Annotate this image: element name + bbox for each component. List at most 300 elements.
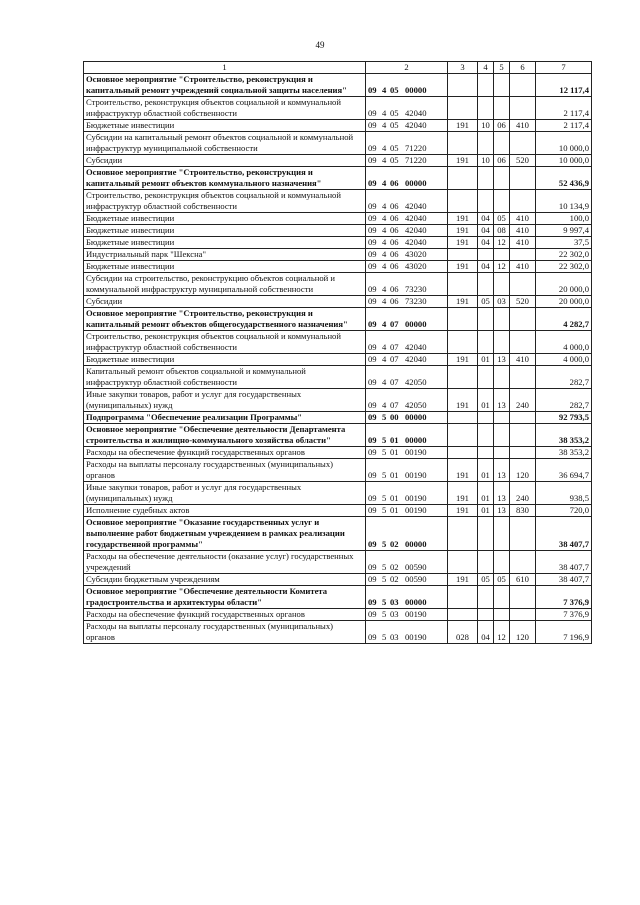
expense-type-cell xyxy=(510,447,536,459)
program-code-part: 73230 xyxy=(405,296,427,306)
table-body xyxy=(84,62,592,644)
subsection-code-cell xyxy=(494,308,510,331)
ministry-code-cell xyxy=(448,132,478,155)
section-code-cell: 05 xyxy=(478,574,494,586)
amount-cell: 7 376,9 xyxy=(536,586,592,609)
amount-cell: 2 117,4 xyxy=(536,97,592,120)
subsection-code-cell xyxy=(494,609,510,621)
table-row xyxy=(84,308,592,331)
program-code-part: 4 xyxy=(382,225,387,235)
program-code-part: 5 xyxy=(382,574,387,584)
item-name-cell: Основное мероприятие "Обеспечение деятельности Комитета градостроительства и архитектуры области" xyxy=(84,586,366,609)
subsection-code-cell xyxy=(494,517,510,551)
subsection-code-cell xyxy=(494,551,510,574)
item-name-cell: Бюджетные инвестиции xyxy=(84,120,366,132)
program-code-part: 42050 xyxy=(405,400,427,410)
table-row xyxy=(84,574,592,586)
program-code-part: 09 xyxy=(368,178,377,188)
item-name-cell: Основное мероприятие "Оказание государственных услуг и выполнение работ бюджетным учреждением в рамках реализации государственной программы" xyxy=(84,517,366,551)
amount-cell: 7 196,9 xyxy=(536,621,592,644)
program-code-part: 00190 xyxy=(405,609,427,619)
program-code-part: 09 xyxy=(368,400,377,410)
program-code-part: 09 xyxy=(368,632,377,642)
section-code-cell xyxy=(478,190,494,213)
table-row xyxy=(84,517,592,551)
ministry-code-cell xyxy=(448,517,478,551)
program-code-part: 00190 xyxy=(405,505,427,515)
program-code-part: 5 xyxy=(382,493,387,503)
subsection-code-cell: 06 xyxy=(494,155,510,167)
item-name-cell: Строительство, реконструкция объектов социальной и коммунальной инфраструктур областной собственности xyxy=(84,97,366,120)
program-code-part: 09 xyxy=(368,120,377,130)
section-code-cell xyxy=(478,249,494,261)
program-code-part: 06 xyxy=(390,178,399,188)
table-row xyxy=(84,424,592,447)
program-code-part: 71220 xyxy=(405,143,427,153)
program-code-part: 09 xyxy=(368,493,377,503)
ministry-code-cell xyxy=(448,331,478,354)
subsection-code-cell: 03 xyxy=(494,296,510,308)
program-code-cell xyxy=(366,120,448,132)
program-code-part: 4 xyxy=(382,201,387,211)
program-code-part: 42040 xyxy=(405,201,427,211)
section-code-cell: 04 xyxy=(478,213,494,225)
program-code-part: 05 xyxy=(390,108,399,118)
program-code-part: 00190 xyxy=(405,632,427,642)
item-name-cell: Исполнение судебных актов xyxy=(84,505,366,517)
table-row xyxy=(84,273,592,296)
expense-type-cell xyxy=(510,74,536,97)
program-code-part: 5 xyxy=(382,539,387,549)
expense-type-cell: 520 xyxy=(510,296,536,308)
program-code-part: 42040 xyxy=(405,108,427,118)
amount-cell: 12 117,4 xyxy=(536,74,592,97)
item-name-cell: Бюджетные инвестиции xyxy=(84,354,366,366)
program-code-part: 09 xyxy=(368,412,377,422)
expense-type-cell xyxy=(510,586,536,609)
program-code-part: 06 xyxy=(390,201,399,211)
expense-type-cell xyxy=(510,366,536,389)
program-code-cell xyxy=(366,621,448,644)
program-code-part: 06 xyxy=(390,237,399,247)
program-code-cell xyxy=(366,249,448,261)
program-code-part: 03 xyxy=(390,632,399,642)
ministry-code-cell: 191 xyxy=(448,237,478,249)
table-row xyxy=(84,249,592,261)
table-row xyxy=(84,331,592,354)
ministry-code-cell: 191 xyxy=(448,574,478,586)
amount-cell: 10 000,0 xyxy=(536,155,592,167)
header-cell: 2 xyxy=(366,62,448,74)
section-code-cell xyxy=(478,273,494,296)
expense-type-cell xyxy=(510,412,536,424)
expense-type-cell xyxy=(510,97,536,120)
program-code-part: 42040 xyxy=(405,225,427,235)
program-code-part: 4 xyxy=(382,85,387,95)
program-code-part: 00000 xyxy=(405,412,427,422)
section-code-cell xyxy=(478,366,494,389)
program-code-part: 4 xyxy=(382,143,387,153)
program-code-part: 07 xyxy=(390,342,399,352)
expense-type-cell: 410 xyxy=(510,237,536,249)
header-cell: 4 xyxy=(478,62,494,74)
ministry-code-cell xyxy=(448,412,478,424)
program-code-part: 4 xyxy=(382,354,387,364)
amount-cell: 282,7 xyxy=(536,389,592,412)
header-cell: 6 xyxy=(510,62,536,74)
table-row xyxy=(84,190,592,213)
ministry-code-cell xyxy=(448,586,478,609)
subsection-code-cell xyxy=(494,132,510,155)
program-code-part: 00590 xyxy=(405,574,427,584)
table-row xyxy=(84,97,592,120)
item-name-cell: Субсидии бюджетным учреждениям xyxy=(84,574,366,586)
subsection-code-cell: 05 xyxy=(494,574,510,586)
amount-cell: 100,0 xyxy=(536,213,592,225)
program-code-cell xyxy=(366,574,448,586)
program-code-part: 5 xyxy=(382,505,387,515)
ministry-code-cell: 191 xyxy=(448,155,478,167)
program-code-part: 09 xyxy=(368,597,377,607)
amount-cell: 282,7 xyxy=(536,366,592,389)
program-code-part: 09 xyxy=(368,85,377,95)
expense-type-cell: 240 xyxy=(510,482,536,505)
program-code-part: 4 xyxy=(382,120,387,130)
program-code-cell xyxy=(366,447,448,459)
expense-type-cell: 410 xyxy=(510,354,536,366)
item-name-cell: Индустриальный парк "Шексна" xyxy=(84,249,366,261)
program-code-cell xyxy=(366,517,448,551)
program-code-part: 09 xyxy=(368,562,377,572)
program-code-part: 09 xyxy=(368,447,377,457)
program-code-part: 43020 xyxy=(405,249,427,259)
amount-cell: 4 282,7 xyxy=(536,308,592,331)
program-code-part: 05 xyxy=(390,120,399,130)
table-row xyxy=(84,132,592,155)
section-code-cell: 10 xyxy=(478,120,494,132)
program-code-part: 5 xyxy=(382,632,387,642)
section-code-cell: 04 xyxy=(478,261,494,273)
subsection-code-cell xyxy=(494,366,510,389)
program-code-part: 03 xyxy=(390,597,399,607)
program-code-part: 5 xyxy=(382,562,387,572)
program-code-part: 09 xyxy=(368,155,377,165)
subsection-code-cell: 08 xyxy=(494,225,510,237)
table-row xyxy=(84,74,592,97)
subsection-code-cell xyxy=(494,97,510,120)
table-row xyxy=(84,213,592,225)
section-code-cell: 04 xyxy=(478,621,494,644)
expense-type-cell xyxy=(510,517,536,551)
header-cell: 7 xyxy=(536,62,592,74)
amount-cell: 7 376,9 xyxy=(536,609,592,621)
program-code-part: 09 xyxy=(368,342,377,352)
program-code-part: 09 xyxy=(368,435,377,445)
table-row xyxy=(84,482,592,505)
item-name-cell: Бюджетные инвестиции xyxy=(84,213,366,225)
table-row xyxy=(84,389,592,412)
page-number: 49 xyxy=(315,40,325,50)
program-code-part: 09 xyxy=(368,377,377,387)
program-code-cell xyxy=(366,308,448,331)
expense-type-cell: 410 xyxy=(510,213,536,225)
program-code-cell xyxy=(366,237,448,249)
program-code-part: 07 xyxy=(390,377,399,387)
item-name-cell: Строительство, реконструкция объектов социальной и коммунальной инфраструктур областной собственности xyxy=(84,190,366,213)
program-code-part: 01 xyxy=(390,447,399,457)
program-code-part: 06 xyxy=(390,225,399,235)
subsection-code-cell: 13 xyxy=(494,459,510,482)
amount-cell: 4 000,0 xyxy=(536,354,592,366)
program-code-cell xyxy=(366,551,448,574)
program-code-part: 02 xyxy=(390,574,399,584)
table-row xyxy=(84,447,592,459)
header-row xyxy=(84,62,592,74)
program-code-cell xyxy=(366,482,448,505)
table-row xyxy=(84,412,592,424)
amount-cell: 92 793,5 xyxy=(536,412,592,424)
table-row xyxy=(84,366,592,389)
item-name-cell: Бюджетные инвестиции xyxy=(84,237,366,249)
program-code-part: 4 xyxy=(382,319,387,329)
amount-cell: 36 694,7 xyxy=(536,459,592,482)
program-code-part: 09 xyxy=(368,143,377,153)
subsection-code-cell: 13 xyxy=(494,389,510,412)
program-code-cell xyxy=(366,505,448,517)
item-name-cell: Иные закупки товаров, работ и услуг для государственных (муниципальных) нужд xyxy=(84,389,366,412)
program-code-part: 09 xyxy=(368,261,377,271)
ministry-code-cell xyxy=(448,190,478,213)
section-code-cell: 04 xyxy=(478,237,494,249)
header-cell: 3 xyxy=(448,62,478,74)
program-code-part: 42040 xyxy=(405,354,427,364)
table-row xyxy=(84,155,592,167)
table-row xyxy=(84,120,592,132)
section-code-cell: 10 xyxy=(478,155,494,167)
ministry-code-cell: 191 xyxy=(448,459,478,482)
program-code-part: 01 xyxy=(390,470,399,480)
section-code-cell xyxy=(478,331,494,354)
expense-type-cell xyxy=(510,273,536,296)
program-code-cell xyxy=(366,190,448,213)
program-code-cell xyxy=(366,167,448,190)
program-code-part: 09 xyxy=(368,225,377,235)
subsection-code-cell: 12 xyxy=(494,237,510,249)
amount-cell: 37,5 xyxy=(536,237,592,249)
program-code-part: 06 xyxy=(390,284,399,294)
table-row xyxy=(84,551,592,574)
expense-type-cell: 520 xyxy=(510,155,536,167)
program-code-part: 09 xyxy=(368,539,377,549)
program-code-cell xyxy=(366,273,448,296)
table-row xyxy=(84,237,592,249)
section-code-cell xyxy=(478,167,494,190)
section-code-cell: 01 xyxy=(478,389,494,412)
program-code-part: 5 xyxy=(382,597,387,607)
table-row xyxy=(84,586,592,609)
program-code-part: 43020 xyxy=(405,261,427,271)
expense-type-cell xyxy=(510,167,536,190)
item-name-cell: Бюджетные инвестиции xyxy=(84,225,366,237)
program-code-part: 4 xyxy=(382,261,387,271)
program-code-part: 00590 xyxy=(405,562,427,572)
program-code-part: 42050 xyxy=(405,377,427,387)
amount-cell: 20 000,0 xyxy=(536,273,592,296)
ministry-code-cell: 191 xyxy=(448,354,478,366)
program-code-part: 00000 xyxy=(405,597,427,607)
subsection-code-cell xyxy=(494,424,510,447)
expense-type-cell: 410 xyxy=(510,120,536,132)
ministry-code-cell: 191 xyxy=(448,225,478,237)
program-code-part: 01 xyxy=(390,505,399,515)
program-code-part: 4 xyxy=(382,213,387,223)
program-code-cell xyxy=(366,389,448,412)
program-code-part: 42040 xyxy=(405,213,427,223)
program-code-part: 5 xyxy=(382,435,387,445)
ministry-code-cell: 191 xyxy=(448,482,478,505)
program-code-part: 05 xyxy=(390,85,399,95)
section-code-cell xyxy=(478,551,494,574)
table-row xyxy=(84,354,592,366)
program-code-part: 4 xyxy=(382,400,387,410)
program-code-part: 09 xyxy=(368,108,377,118)
program-code-part: 5 xyxy=(382,447,387,457)
program-code-part: 4 xyxy=(382,249,387,259)
ministry-code-cell xyxy=(448,74,478,97)
ministry-code-cell xyxy=(448,424,478,447)
item-name-cell: Строительство, реконструкция объектов социальной и коммунальной инфраструктур областной собственности xyxy=(84,331,366,354)
program-code-cell xyxy=(366,225,448,237)
item-name-cell: Расходы на выплаты персоналу государственных (муниципальных) органов xyxy=(84,621,366,644)
ministry-code-cell: 191 xyxy=(448,213,478,225)
amount-cell: 38 353,2 xyxy=(536,447,592,459)
item-name-cell: Бюджетные инвестиции xyxy=(84,261,366,273)
expense-type-cell xyxy=(510,249,536,261)
ministry-code-cell: 191 xyxy=(448,261,478,273)
program-code-part: 01 xyxy=(390,435,399,445)
expense-type-cell: 410 xyxy=(510,261,536,273)
program-code-cell xyxy=(366,609,448,621)
amount-cell: 10 134,9 xyxy=(536,190,592,213)
program-code-part: 4 xyxy=(382,155,387,165)
expense-type-cell xyxy=(510,609,536,621)
expense-type-cell xyxy=(510,424,536,447)
section-code-cell: 01 xyxy=(478,505,494,517)
program-code-cell xyxy=(366,213,448,225)
program-code-part: 00000 xyxy=(405,319,427,329)
program-code-part: 4 xyxy=(382,284,387,294)
expense-type-cell: 410 xyxy=(510,225,536,237)
program-code-part: 05 xyxy=(390,155,399,165)
budget-table xyxy=(83,61,592,644)
subsection-code-cell xyxy=(494,249,510,261)
item-name-cell: Расходы на обеспечение функций государственных органов xyxy=(84,447,366,459)
section-code-cell: 01 xyxy=(478,459,494,482)
program-code-part: 09 xyxy=(368,505,377,515)
program-code-cell xyxy=(366,586,448,609)
program-code-part: 07 xyxy=(390,319,399,329)
section-code-cell: 01 xyxy=(478,354,494,366)
ministry-code-cell xyxy=(448,167,478,190)
program-code-part: 4 xyxy=(382,108,387,118)
expense-type-cell xyxy=(510,308,536,331)
subsection-code-cell: 05 xyxy=(494,213,510,225)
program-code-part: 4 xyxy=(382,237,387,247)
item-name-cell: Подпрограмма "Обеспечение реализации Программы" xyxy=(84,412,366,424)
amount-cell: 720,0 xyxy=(536,505,592,517)
expense-type-cell: 830 xyxy=(510,505,536,517)
expense-type-cell xyxy=(510,190,536,213)
program-code-cell xyxy=(366,412,448,424)
program-code-cell xyxy=(366,74,448,97)
program-code-part: 09 xyxy=(368,201,377,211)
section-code-cell xyxy=(478,517,494,551)
program-code-part: 06 xyxy=(390,296,399,306)
ministry-code-cell xyxy=(448,551,478,574)
item-name-cell: Иные закупки товаров, работ и услуг для государственных (муниципальных) нужд xyxy=(84,482,366,505)
program-code-part: 02 xyxy=(390,539,399,549)
expense-type-cell xyxy=(510,331,536,354)
section-code-cell xyxy=(478,132,494,155)
ministry-code-cell xyxy=(448,308,478,331)
program-code-part: 42040 xyxy=(405,120,427,130)
expense-type-cell xyxy=(510,132,536,155)
subsection-code-cell: 13 xyxy=(494,354,510,366)
program-code-part: 09 xyxy=(368,470,377,480)
ministry-code-cell: 191 xyxy=(448,296,478,308)
subsection-code-cell: 13 xyxy=(494,505,510,517)
subsection-code-cell xyxy=(494,190,510,213)
subsection-code-cell xyxy=(494,74,510,97)
ministry-code-cell: 191 xyxy=(448,505,478,517)
program-code-part: 4 xyxy=(382,342,387,352)
ministry-code-cell: 191 xyxy=(448,120,478,132)
amount-cell: 938,5 xyxy=(536,482,592,505)
program-code-part: 4 xyxy=(382,377,387,387)
table-row xyxy=(84,459,592,482)
item-name-cell: Субсидии xyxy=(84,296,366,308)
section-code-cell xyxy=(478,97,494,120)
section-code-cell xyxy=(478,424,494,447)
section-code-cell xyxy=(478,447,494,459)
program-code-part: 09 xyxy=(368,213,377,223)
subsection-code-cell xyxy=(494,331,510,354)
section-code-cell: 01 xyxy=(478,482,494,505)
program-code-part: 06 xyxy=(390,249,399,259)
table-row xyxy=(84,167,592,190)
amount-cell: 38 407,7 xyxy=(536,574,592,586)
program-code-cell xyxy=(366,296,448,308)
program-code-part: 00190 xyxy=(405,493,427,503)
ministry-code-cell xyxy=(448,447,478,459)
table-row xyxy=(84,261,592,273)
program-code-part: 07 xyxy=(390,400,399,410)
program-code-part: 09 xyxy=(368,319,377,329)
section-code-cell xyxy=(478,609,494,621)
program-code-part: 03 xyxy=(390,609,399,619)
item-name-cell: Субсидии на строительство, реконструкцию объектов социальной и коммунальной инфраструктур муниципальной собственности xyxy=(84,273,366,296)
amount-cell: 22 302,0 xyxy=(536,261,592,273)
subsection-code-cell xyxy=(494,586,510,609)
section-code-cell xyxy=(478,586,494,609)
subsection-code-cell: 12 xyxy=(494,621,510,644)
amount-cell: 2 117,4 xyxy=(536,120,592,132)
item-name-cell: Основное мероприятие "Строительство, реконструкция и капитальный ремонт учреждений социальной защиты населения" xyxy=(84,74,366,97)
expense-type-cell xyxy=(510,551,536,574)
ministry-code-cell xyxy=(448,249,478,261)
program-code-part: 09 xyxy=(368,249,377,259)
program-code-part: 00 xyxy=(390,412,399,422)
